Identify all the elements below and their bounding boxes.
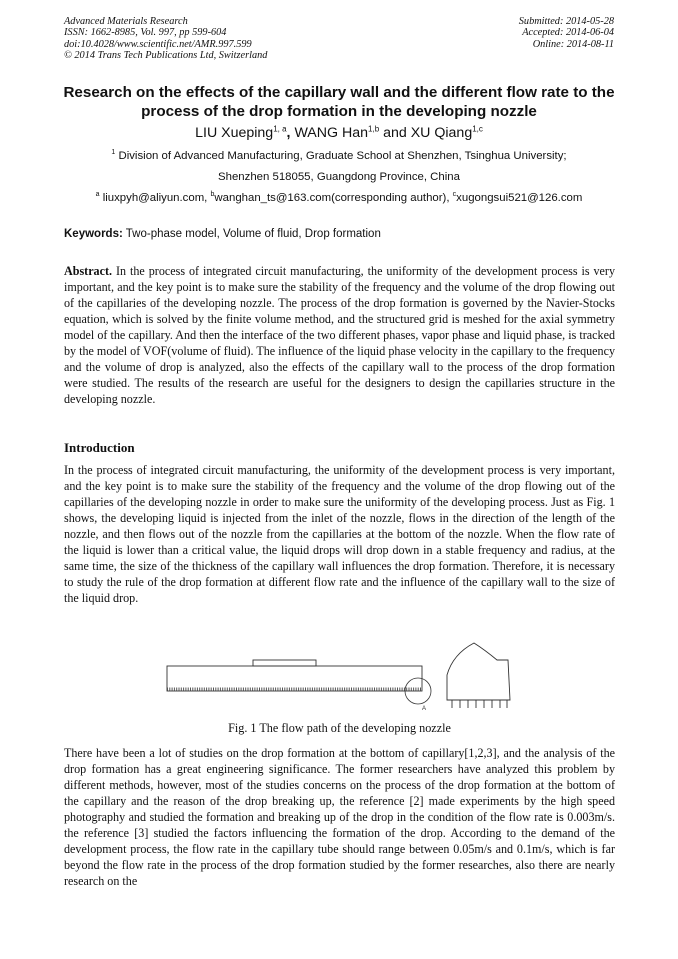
submitted-date: Submitted: 2014-05-28 (518, 16, 614, 27)
affil-text: Division of Advanced Manufacturing, Graduate School at Shenzhen, Tsinghua University; (118, 150, 567, 162)
author-list (40, 125, 638, 141)
abstract (64, 263, 615, 407)
email-mark: c (452, 191, 457, 199)
submission-dates (519, 16, 614, 50)
issn-line: ISSN: 1662-8985, Vol. 997, pp 599-604 (64, 27, 227, 39)
author-name: WANG Han (294, 125, 369, 141)
section-heading-introduction: Introduction (64, 440, 135, 455)
author-separator: and (379, 125, 411, 141)
email-address[interactable]: xugongsui521@126.com (456, 192, 583, 204)
journal-name: Advanced Materials Research (64, 16, 188, 27)
email-address[interactable]: liuxpyh@aliyun.com, (102, 192, 211, 204)
keywords-text: Two-phase model, Volume of fluid, Drop formation (125, 228, 381, 240)
author-name: XU Qiang (410, 125, 473, 141)
email-address[interactable]: wanghan_ts@163.com(corresponding author), (214, 192, 453, 204)
online-date: Online: 2014-08-11 (532, 38, 614, 50)
email-mark: b (210, 191, 215, 199)
abstract-label: Abstract. (64, 264, 113, 278)
intro-paragraph-2: There have been a lot of studies on the drop formation at the bottom of capillary[1,2,3], and the analysis of the drop formation has a great engineering significance. The former researchers have analyzed this problem by different methods, however, most of the studies concerns on the process of the drop formation at the bottom of the capillary and the reason of the drop breaking up, the reference [2] made experiments by the high speed photography and studied the formation and breaking up of the drop in the condition of the flow rate is 0.003m/s. the reference [3] studied the factors influencing the formation of the drop. According to the demand of the development process, the flow rate in the capillary tube should range between 0.05m/s and 0.1m/s, which is far beyond the flow rate in the process of the drop formation studied by the former researches, also there are nearly research on the (64, 746, 615, 888)
nozzle-body (167, 660, 422, 691)
email-line (40, 192, 638, 204)
affil-mark: 1 (111, 149, 116, 157)
paper-title: Research on the effects of the capillary wall and the different flow rate to the process of the drop formation in the developing nozzle (63, 84, 615, 120)
author-name: LIU Xueping (195, 125, 274, 141)
journal-info (64, 16, 267, 61)
keywords-label: Keywords: (64, 228, 123, 240)
detail-callout-label: A (422, 706, 427, 712)
intro-paragraph-1: In the process of integrated circuit manufacturing, the uniformity of the development process is very important, and the key point is to make sure the stability of the frequency and the volume of the drop flowing out of the capillaries of the developing nozzle in order to make sure the uniformity of the developing process. Just as Fig. 1 shows, the developing liquid is injected from the inlet of the nozzle, flows in the direction of the length of the nozzle, and then flows out of the nozzle from the capillaries at the bottom of the nozzle. When the flow rate of the liquid is lower than a critical value, the liquid drops will drop down in a stable frequency and radius, at the same time, the size of the thickness of the capillary wall influences the drop formation. Therefore, it is necessary to study the rule of the drop formation at different flow rate and the influence of the capillary wall to the size of the liquid drop. (64, 463, 615, 605)
copyright-line: © 2014 Trans Tech Publications Ltd, Switzerland (64, 49, 268, 61)
keywords (64, 228, 381, 240)
nozzle-detail-view (447, 643, 510, 708)
author-separator: , (286, 125, 295, 141)
nozzle-figure (160, 640, 520, 715)
affiliation-line-2: Shenzhen 518055, Guangdong Province, China (218, 171, 460, 183)
affiliation-line-1 (40, 150, 638, 162)
email-mark: a (95, 191, 100, 199)
author-affil-mark: 1, a (273, 124, 287, 134)
abstract-text: In the process of integrated circuit manufacturing, the uniformity of the development process is very important, and the key point is to make sure the stability of the frequency and the volume of the drop flowing out of the capillaries of the developing nozzle. The process of the drop formation is governed by the Navier-Stocks equation, which is solved by the finite volume method, and the structured grid is meshed for the axial symmetry model of the capillary. And then the interface of the two different phases, vapor phase and liquid phase, is tracked by the model of VOF(volume of fluid). The influence of the liquid phase velocity in the capillary to the frequency and the volume of drop is analyzed, also the effects of the capillary wall to the process of the drop formation were studied. The results of the research are useful for the designers to design the capillaries structure in the developing nozzle. (64, 264, 616, 406)
accepted-date: Accepted: 2014-06-04 (522, 27, 614, 39)
figure-caption: Fig. 1 The flow path of the developing nozzle (228, 721, 451, 735)
doi-line: doi:10.4028/www.scientific.net/AMR.997.599 (64, 38, 252, 50)
author-affil-mark: 1,b (368, 124, 380, 134)
author-affil-mark: 1,c (472, 124, 483, 134)
